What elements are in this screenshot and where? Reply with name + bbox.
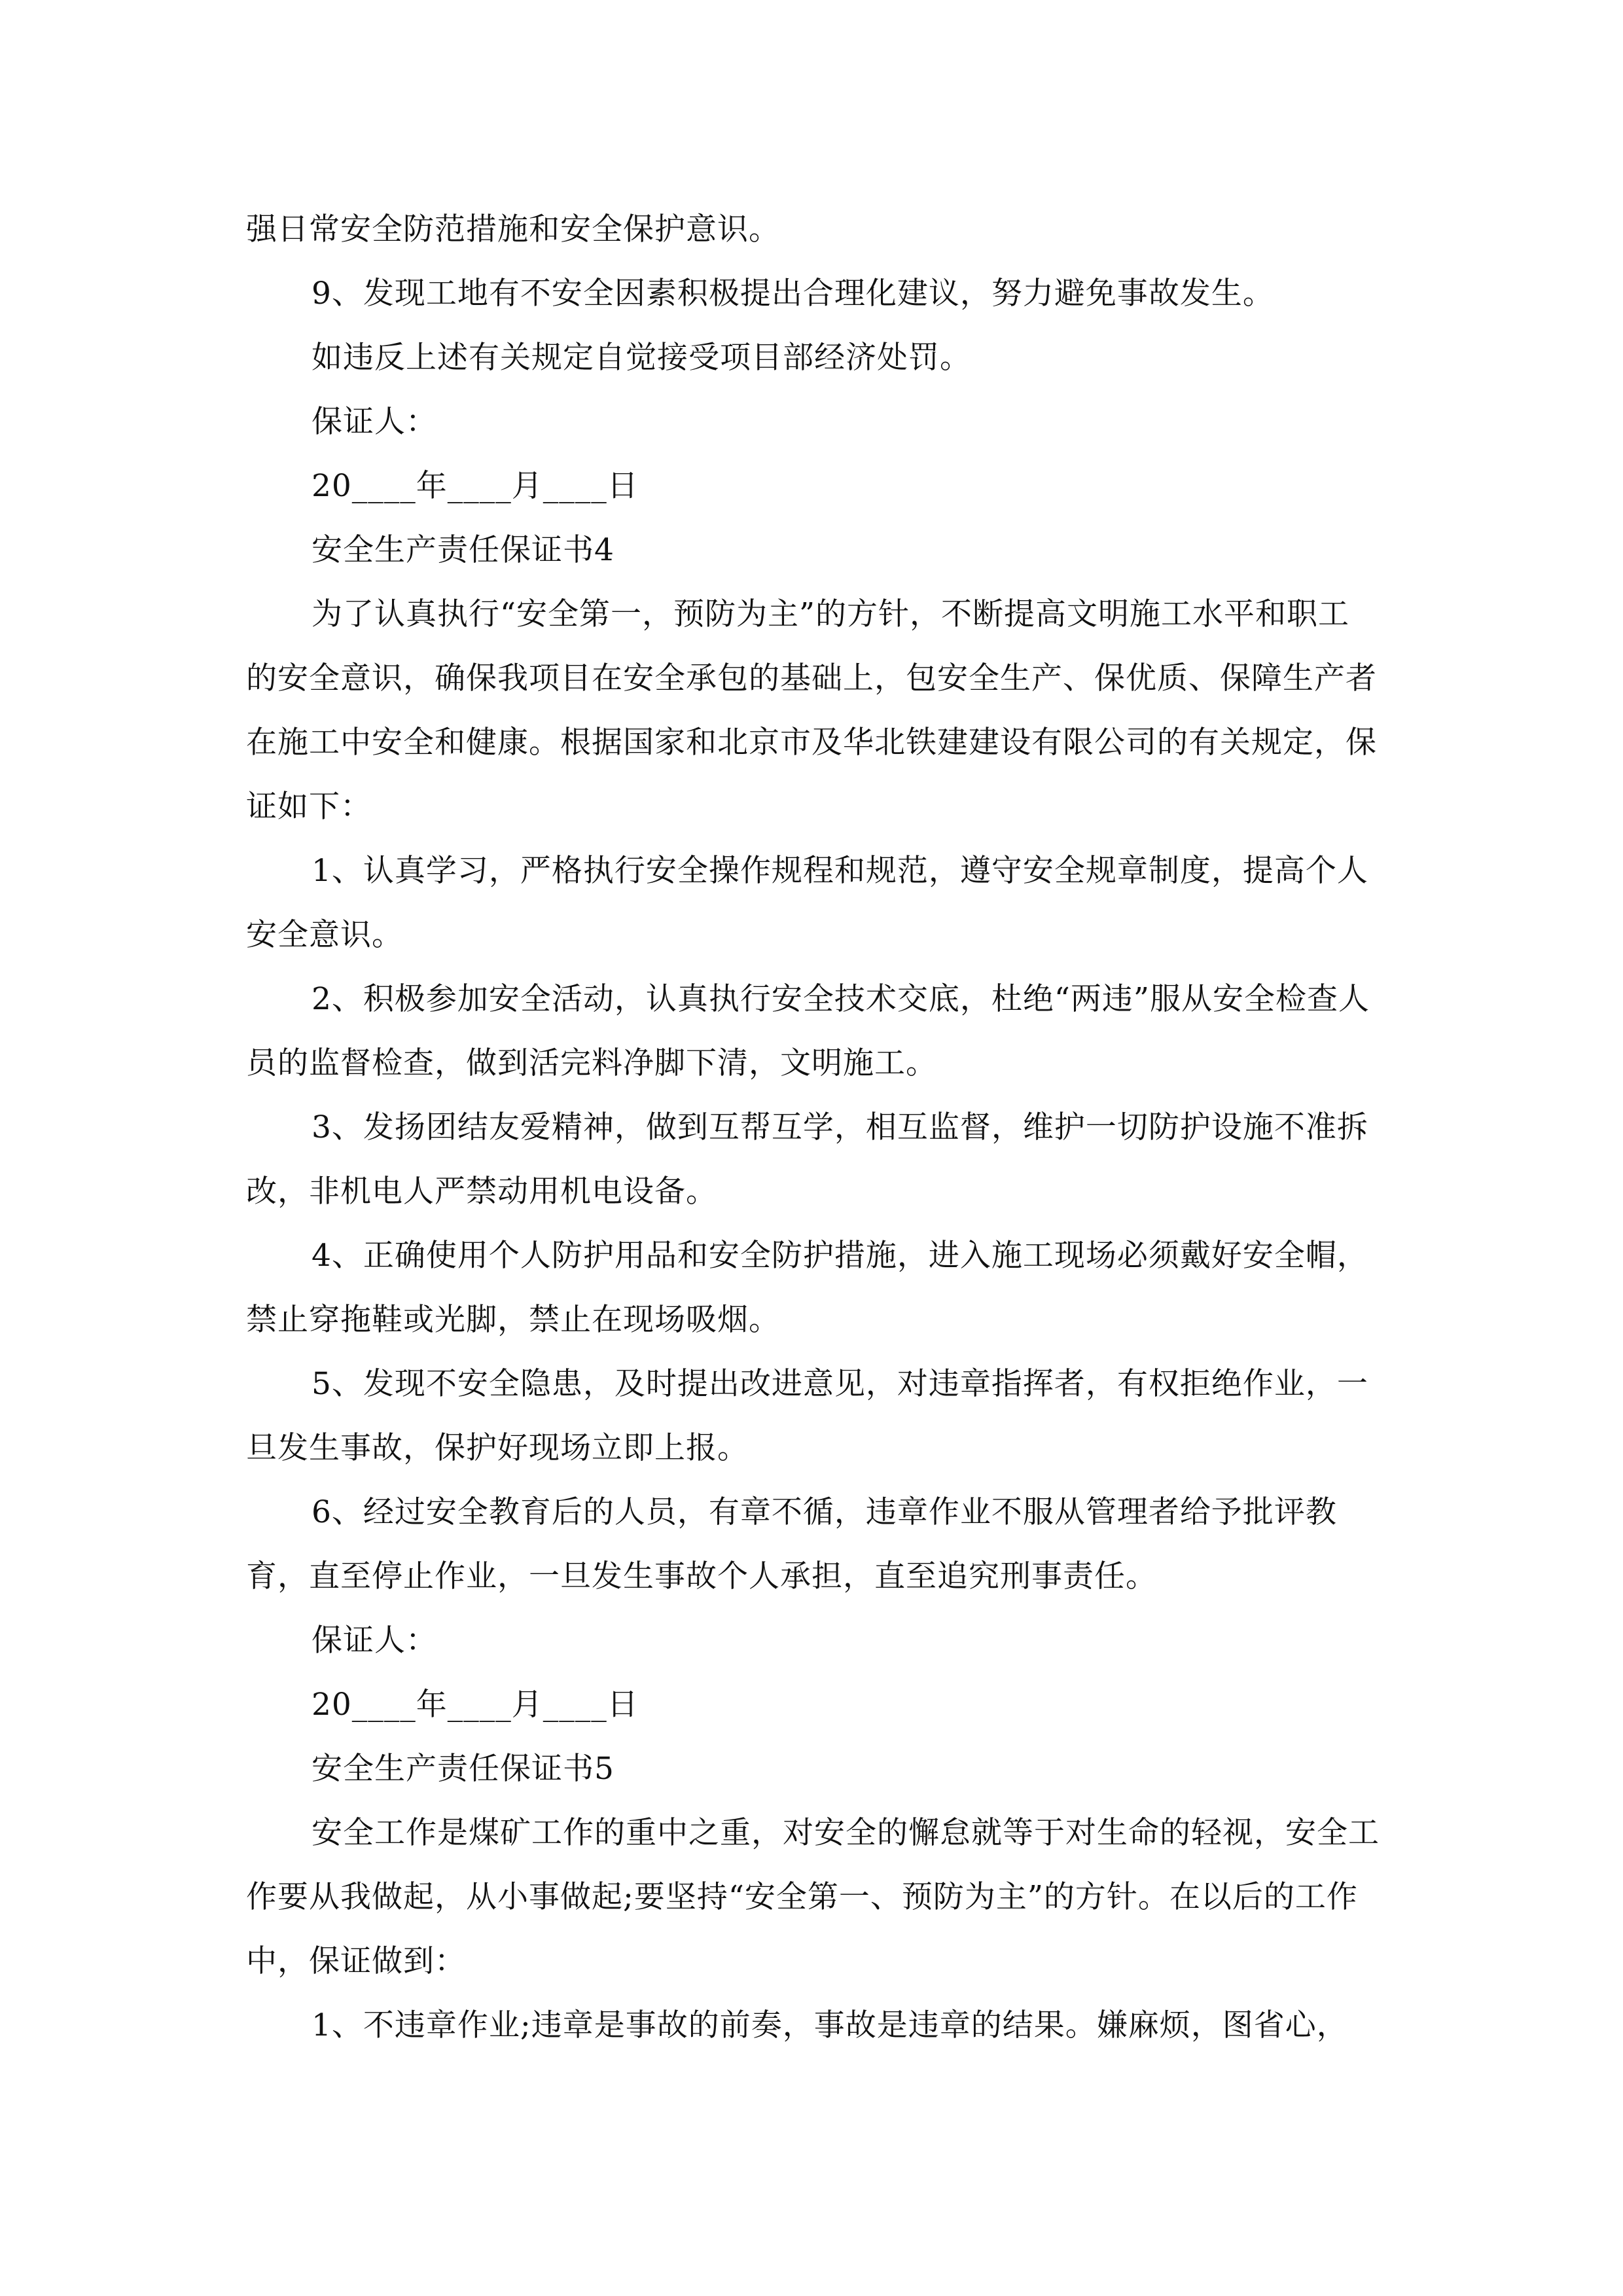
date-line: 20____年____月____日 [312, 1687, 639, 1723]
paragraph-item-1-section-5: 1、不违章作业;违章是事故的前奏，事故是违章的结果。嫌麻烦，图省心， [312, 2007, 1348, 2043]
paragraph-item-9: 9、发现工地有不安全因素积极提出合理化建议，努力避免事故发生。 [312, 276, 1274, 312]
paragraph-intro-4: 为了认真执行“安全第一，预防为主”的方针，不断提高文明施工水平和职工的安全意识，确保我项目在安全承包的基础上，包安全生产、保优质、保障生产者在施工中安全和健康。根据国家和北京市及华北铁建建设有限公司的有关规定，保证如下： [246, 596, 1377, 825]
paragraph-item-1: 1、认真学习，严格执行安全操作规程和规范，遵守安全规章制度，提高个人安全意识。 [246, 853, 1368, 953]
paragraph-penalty-note: 如违反上述有关规定自觉接受项目部经济处罚。 [312, 340, 971, 376]
date-line: 20____年____月____日 [312, 468, 639, 504]
section-title-4: 安全生产责任保证书4 [312, 532, 615, 568]
paragraph-continuation: 强日常安全防范措施和安全保护意识。 [246, 211, 780, 247]
paragraph-item-6: 6、经过安全教育后的人员，有章不循，违章作业不服从管理者给予批评教育，直至停止作业，一旦发生事故个人承担，直至追究刑事责任。 [246, 1494, 1337, 1594]
paragraph-item-4: 4、正确使用个人防护用品和安全防护措施，进入施工现场必须戴好安全帽，禁止穿拖鞋或光脚，禁止在现场吸烟。 [246, 1238, 1368, 1338]
document-body [246, 198, 1381, 2058]
paragraph-item-5: 5、发现不安全隐患，及时提出改进意见，对违章指挥者，有权拒绝作业，一旦发生事故，保护好现场立即上报。 [246, 1366, 1368, 1466]
section-title-5: 安全生产责任保证书5 [312, 1751, 615, 1787]
paragraph-item-3: 3、发扬团结友爱精神，做到互帮互学，相互监督，维护一切防护设施不准拆改，非机电人严禁动用机电设备。 [246, 1109, 1368, 1210]
paragraph-intro-5: 安全工作是煤矿工作的重中之重，对安全的懈怠就等于对生命的轻视，安全工作要从我做起，从小事做起;要坚持“安全第一、预防为主”的方针。在以后的工作中，保证做到： [246, 1815, 1380, 1979]
guarantor-label: 保证人： [312, 1623, 437, 1659]
paragraph-item-2: 2、积极参加安全活动，认真执行安全技术交底，杜绝“两违”服从安全检查人员的监督检查，做到活完料净脚下清，文明施工。 [246, 981, 1370, 1081]
guarantor-label: 保证人： [312, 404, 437, 440]
